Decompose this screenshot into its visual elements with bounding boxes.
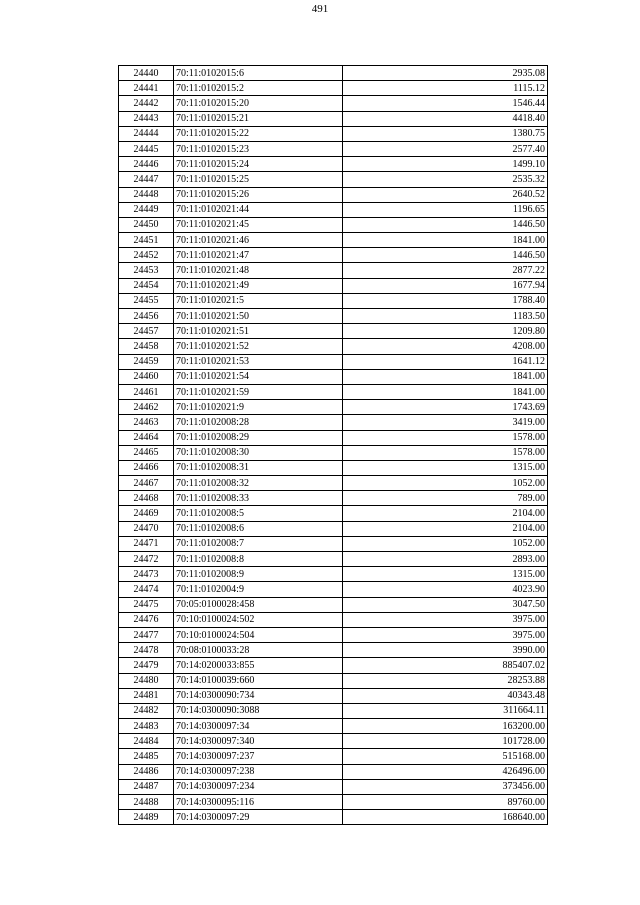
value-cell: 1841.00 [343,233,548,248]
value-cell: 2104.00 [343,521,548,536]
row-number-cell: 24486 [119,764,174,779]
table-row [119,810,548,825]
value-cell: 3990.00 [343,643,548,658]
value-cell: 163200.00 [343,719,548,734]
value-cell: 1315.00 [343,460,548,475]
value-cell: 1578.00 [343,430,548,445]
cadastral-number-cell: 70:11:0102008:9 [174,567,343,582]
row-number-cell: 24453 [119,263,174,278]
row-number-cell: 24470 [119,521,174,536]
cadastral-number-cell: 70:11:0102008:31 [174,460,343,475]
value-cell: 1546.44 [343,96,548,111]
value-cell: 4418.40 [343,111,548,126]
row-number-cell: 24475 [119,597,174,612]
table-row [119,384,548,399]
cadastral-number-cell: 70:11:0102021:54 [174,369,343,384]
value-cell: 2935.08 [343,66,548,81]
row-number-cell: 24482 [119,703,174,718]
cadastral-number-cell: 70:11:0102021:5 [174,293,343,308]
table-row [119,597,548,612]
table-row [119,719,548,734]
table-row [119,795,548,810]
cadastral-number-cell: 70:11:0102021:44 [174,202,343,217]
cadastral-number-cell: 70:14:0300090:734 [174,688,343,703]
row-number-cell: 24489 [119,810,174,825]
value-cell: 2893.00 [343,552,548,567]
row-number-cell: 24488 [119,795,174,810]
table-row [119,734,548,749]
value-cell: 2535.32 [343,172,548,187]
table-row [119,779,548,794]
cadastral-number-cell: 70:11:0102015:21 [174,111,343,126]
cadastral-number-cell: 70:11:0102008:6 [174,521,343,536]
table-row [119,658,548,673]
value-cell: 885407.02 [343,658,548,673]
table-row [119,552,548,567]
cadastral-number-cell: 70:11:0102021:49 [174,278,343,293]
table-row [119,521,548,536]
row-number-cell: 24473 [119,567,174,582]
value-cell: 3975.00 [343,627,548,642]
value-cell: 373456.00 [343,779,548,794]
cadastral-number-cell: 70:11:0102008:30 [174,445,343,460]
value-cell: 1196.65 [343,202,548,217]
table-row [119,278,548,293]
table-row [119,66,548,81]
table-row [119,157,548,172]
value-cell: 1677.94 [343,278,548,293]
cadastral-number-cell: 70:11:0102008:7 [174,536,343,551]
row-number-cell: 24483 [119,719,174,734]
row-number-cell: 24451 [119,233,174,248]
row-number-cell: 24472 [119,552,174,567]
value-cell: 4208.00 [343,339,548,354]
cadastral-number-cell: 70:14:0300095:116 [174,795,343,810]
table-row [119,81,548,96]
cadastral-number-cell: 70:11:0102008:28 [174,415,343,430]
value-cell: 1788.40 [343,293,548,308]
table-row [119,491,548,506]
row-number-cell: 24466 [119,460,174,475]
row-number-cell: 24478 [119,643,174,658]
value-cell: 3419.00 [343,415,548,430]
cadastral-number-cell: 70:11:0102008:33 [174,491,343,506]
cadastral-number-cell: 70:11:0102008:5 [174,506,343,521]
cadastral-number-cell: 70:10:0100024:504 [174,627,343,642]
value-cell: 2104.00 [343,506,548,521]
row-number-cell: 24463 [119,415,174,430]
cadastral-number-cell: 70:11:0102008:8 [174,552,343,567]
value-cell: 1380.75 [343,126,548,141]
table-row [119,187,548,202]
row-number-cell: 24454 [119,278,174,293]
cadastral-number-cell: 70:11:0102021:52 [174,339,343,354]
cadastral-number-cell: 70:14:0300097:238 [174,764,343,779]
cadastral-number-cell: 70:11:0102015:22 [174,126,343,141]
cadastral-number-cell: 70:14:0300097:29 [174,810,343,825]
cadastral-number-cell: 70:11:0102021:45 [174,217,343,232]
value-cell: 168640.00 [343,810,548,825]
table-row [119,688,548,703]
row-number-cell: 24458 [119,339,174,354]
row-number-cell: 24461 [119,384,174,399]
cadastral-number-cell: 70:11:0102021:53 [174,354,343,369]
value-cell: 1446.50 [343,248,548,263]
cadastral-number-cell: 70:11:0102015:23 [174,141,343,156]
cadastral-number-cell: 70:14:0100039:660 [174,673,343,688]
row-number-cell: 24467 [119,476,174,491]
table-row [119,248,548,263]
row-number-cell: 24485 [119,749,174,764]
table-row [119,293,548,308]
cadastral-number-cell: 70:11:0102021:50 [174,309,343,324]
table-row [119,233,548,248]
row-number-cell: 24441 [119,81,174,96]
value-cell: 89760.00 [343,795,548,810]
table-row [119,96,548,111]
row-number-cell: 24462 [119,400,174,415]
row-number-cell: 24456 [119,309,174,324]
value-cell: 1315.00 [343,567,548,582]
table-body [119,66,548,825]
row-number-cell: 24444 [119,126,174,141]
cadastral-number-cell: 70:14:0300097:237 [174,749,343,764]
cadastral-number-cell: 70:11:0102015:6 [174,66,343,81]
value-cell: 1115.12 [343,81,548,96]
row-number-cell: 24468 [119,491,174,506]
cadastral-number-cell: 70:14:0300090:3088 [174,703,343,718]
value-cell: 311664.11 [343,703,548,718]
row-number-cell: 24479 [119,658,174,673]
table-row [119,369,548,384]
table-row [119,445,548,460]
page-number: 491 [311,3,329,15]
row-number-cell: 24469 [119,506,174,521]
value-cell: 2577.40 [343,141,548,156]
table-row [119,536,548,551]
cadastral-number-cell: 70:11:0102015:26 [174,187,343,202]
value-cell: 1743.69 [343,400,548,415]
table-row [119,324,548,339]
table-row [119,749,548,764]
table-row [119,673,548,688]
table-row [119,141,548,156]
row-number-cell: 24487 [119,779,174,794]
cadastral-number-cell: 70:10:0100024:502 [174,612,343,627]
table-row [119,460,548,475]
value-cell: 3975.00 [343,612,548,627]
cadastral-number-cell: 70:11:0102004:9 [174,582,343,597]
row-number-cell: 24442 [119,96,174,111]
row-number-cell: 24446 [119,157,174,172]
table-row [119,567,548,582]
cadastral-number-cell: 70:11:0102015:2 [174,81,343,96]
table-row [119,476,548,491]
value-cell: 1499.10 [343,157,548,172]
row-number-cell: 24449 [119,202,174,217]
row-number-cell: 24450 [119,217,174,232]
cadastral-number-cell: 70:11:0102021:48 [174,263,343,278]
value-cell: 28253.88 [343,673,548,688]
table-row [119,400,548,415]
cadastral-number-cell: 70:11:0102021:47 [174,248,343,263]
cadastral-number-cell: 70:11:0102015:24 [174,157,343,172]
value-cell: 3047.50 [343,597,548,612]
value-cell: 4023.90 [343,582,548,597]
table-row [119,354,548,369]
value-cell: 1052.00 [343,536,548,551]
row-number-cell: 24465 [119,445,174,460]
value-cell: 1052.00 [343,476,548,491]
row-number-cell: 24452 [119,248,174,263]
value-cell: 40343.48 [343,688,548,703]
row-number-cell: 24455 [119,293,174,308]
table-row [119,111,548,126]
value-cell: 1841.00 [343,369,548,384]
row-number-cell: 24459 [119,354,174,369]
value-cell: 101728.00 [343,734,548,749]
cadastral-number-cell: 70:14:0300097:234 [174,779,343,794]
row-number-cell: 24440 [119,66,174,81]
cadastral-number-cell: 70:11:0102008:29 [174,430,343,445]
row-number-cell: 24457 [119,324,174,339]
table-row [119,582,548,597]
cadastral-number-cell: 70:11:0102021:51 [174,324,343,339]
cadastral-number-cell: 70:14:0300097:340 [174,734,343,749]
data-table [118,65,548,825]
row-number-cell: 24480 [119,673,174,688]
value-cell: 1209.80 [343,324,548,339]
value-cell: 789.00 [343,491,548,506]
row-number-cell: 24484 [119,734,174,749]
row-number-cell: 24464 [119,430,174,445]
table-row [119,430,548,445]
table-row [119,643,548,658]
table-row [119,126,548,141]
cadastral-number-cell: 70:05:0100028:458 [174,597,343,612]
cadastral-number-cell: 70:11:0102008:32 [174,476,343,491]
cadastral-number-cell: 70:11:0102021:59 [174,384,343,399]
row-number-cell: 24445 [119,141,174,156]
value-cell: 2877.22 [343,263,548,278]
table-row [119,309,548,324]
table-row [119,339,548,354]
cadastral-number-cell: 70:14:0300097:34 [174,719,343,734]
value-cell: 1578.00 [343,445,548,460]
table-row [119,703,548,718]
value-cell: 1841.00 [343,384,548,399]
value-cell: 1183.50 [343,309,548,324]
row-number-cell: 24448 [119,187,174,202]
table-row [119,217,548,232]
row-number-cell: 24481 [119,688,174,703]
cadastral-number-cell: 70:11:0102021:46 [174,233,343,248]
row-number-cell: 24471 [119,536,174,551]
cadastral-number-cell: 70:11:0102015:20 [174,96,343,111]
table-row [119,172,548,187]
table-row [119,764,548,779]
row-number-cell: 24474 [119,582,174,597]
value-cell: 1641.12 [343,354,548,369]
table-row [119,263,548,278]
cadastral-number-cell: 70:11:0102021:9 [174,400,343,415]
table-row [119,415,548,430]
row-number-cell: 24460 [119,369,174,384]
row-number-cell: 24476 [119,612,174,627]
table-row [119,202,548,217]
cadastral-number-cell: 70:14:0200033:855 [174,658,343,673]
row-number-cell: 24443 [119,111,174,126]
value-cell: 1446.50 [343,217,548,232]
table-row [119,506,548,521]
row-number-cell: 24477 [119,627,174,642]
value-cell: 515168.00 [343,749,548,764]
table-row [119,612,548,627]
row-number-cell: 24447 [119,172,174,187]
cadastral-number-cell: 70:11:0102015:25 [174,172,343,187]
cadastral-number-cell: 70:08:0100033:28 [174,643,343,658]
value-cell: 2640.52 [343,187,548,202]
table-row [119,627,548,642]
value-cell: 426496.00 [343,764,548,779]
